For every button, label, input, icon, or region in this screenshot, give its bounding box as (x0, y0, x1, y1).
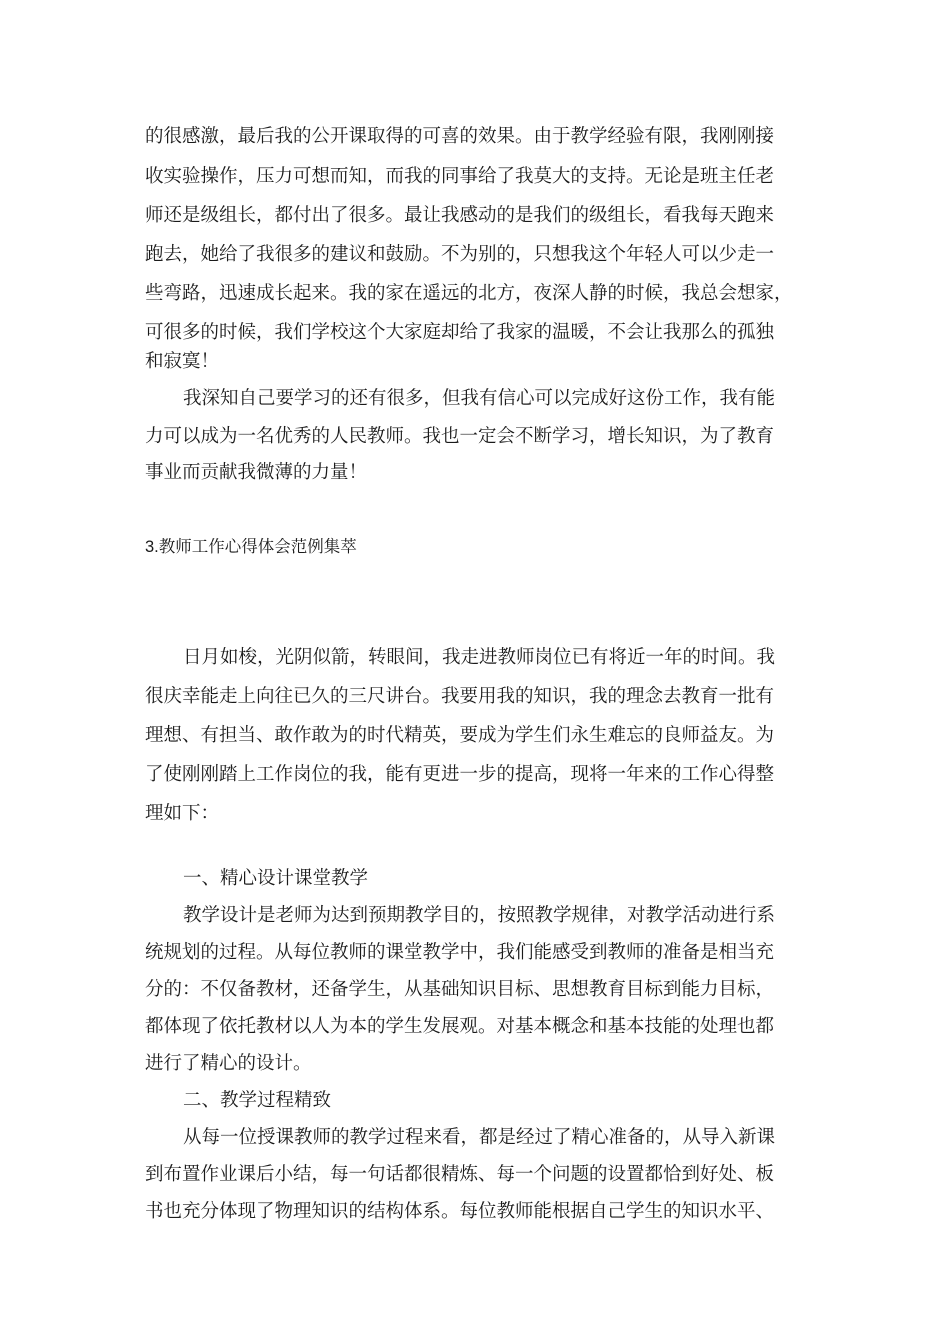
paragraph-line: 师还是级组长，都付出了很多。最让我感动的是我们的级组长，看我每天跑来 (145, 205, 775, 226)
paragraph-line: 从每一位授课教师的教学过程来看，都是经过了精心准备的，从导入新课 (183, 1127, 776, 1148)
paragraph-line: 了使刚刚踏上工作岗位的我，能有更进一步的提高，现将一年来的工作心得整 (145, 764, 775, 785)
paragraph-line: 收实验操作，压力可想而知，而我的同事给了我莫大的支持。无论是班主任老 (145, 166, 775, 187)
paragraph-line: 些弯路，迅速成长起来。我的家在遥远的北方，夜深人静的时候，我总会想家， (145, 283, 793, 304)
paragraph-line: 到布置作业课后小结，每一句话都很精炼、每一个问题的设置都恰到好处、板 (145, 1164, 775, 1185)
paragraph-line: 我深知自己要学习的还有很多，但我有信心可以完成好这份工作，我有能 (183, 388, 776, 409)
paragraph-line: 理想、有担当、敢作敢为的时代精英，要成为学生们永生难忘的良师益友。为 (145, 725, 775, 746)
paragraph-line: 和寂寞！ (145, 351, 220, 372)
paragraph-line: 日月如梭，光阴似箭，转眼间，我走进教师岗位已有将近一年的时间。我 (183, 647, 776, 668)
paragraph-line: 进行了精心的设计。 (145, 1053, 312, 1074)
paragraph-line: 分的：不仅备教材，还备学生，从基础知识目标、思想教育目标到能力目标， (145, 979, 775, 1000)
subheading: 二、教学过程精致 (183, 1090, 332, 1111)
paragraph-line: 跑去，她给了我很多的建议和鼓励。不为别的，只想我这个年轻人可以少走一 (145, 244, 775, 265)
paragraph-line: 力可以成为一名优秀的人民教师。我也一定会不断学习，增长知识，为了教育 (145, 426, 775, 447)
paragraph-line: 事业而贡献我微薄的力量！ (145, 462, 368, 483)
paragraph-line: 统规划的过程。从每位教师的课堂教学中，我们能感受到教师的准备是相当充 (145, 942, 775, 963)
paragraph-line: 都体现了依托教材以人为本的学生发展观。对基本概念和基本技能的处理也都 (145, 1016, 775, 1037)
paragraph-line: 的很感激，最后我的公开课取得的可喜的效果。由于教学经验有限，我刚刚接 (145, 126, 775, 147)
subheading: 一、精心设计课堂教学 (183, 868, 369, 889)
paragraph-line: 理如下： (145, 803, 220, 824)
paragraph-line: 教学设计是老师为达到预期教学目的，按照教学规律，对教学活动进行系 (183, 905, 776, 926)
paragraph-line: 可很多的时候，我们学校这个大家庭却给了我家的温暖，不会让我那么的孤独 (145, 322, 775, 343)
paragraph-line: 书也充分体现了物理知识的结构体系。每位教师能根据自己学生的知识水平、 (145, 1201, 775, 1222)
paragraph-line: 很庆幸能走上向往已久的三尺讲台。我要用我的知识，我的理念去教育一批有 (145, 686, 775, 707)
section-heading: 3.教师工作心得体会范例集萃 (145, 538, 357, 556)
